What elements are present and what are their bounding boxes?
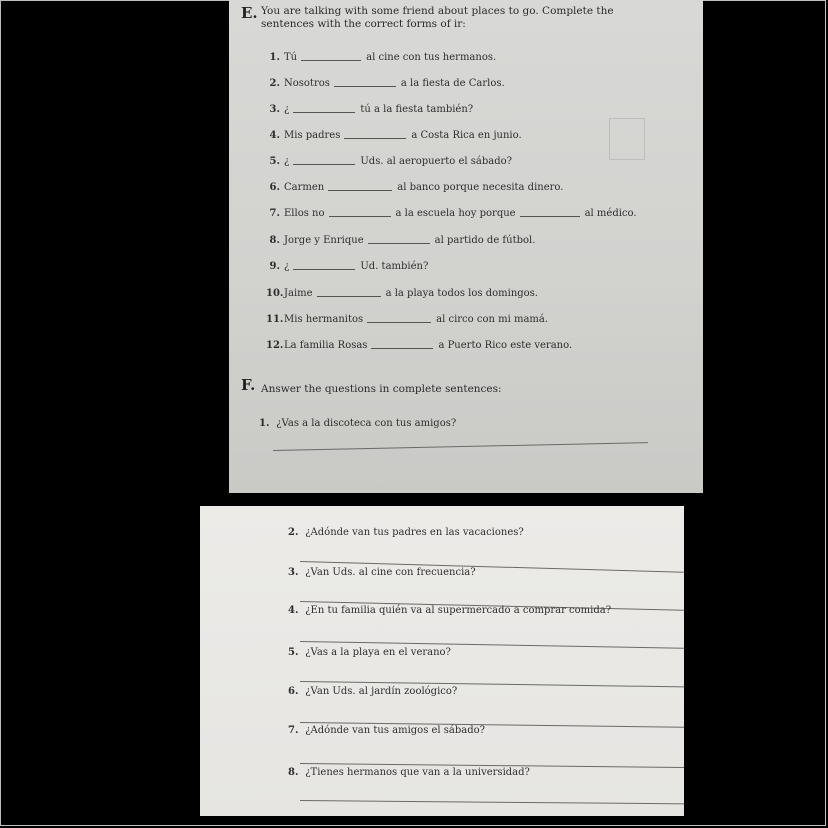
question-number: 6. [288,686,299,697]
item-text-before: Carmen [284,182,325,193]
question-text: ¿Adónde van tus padres en las vacaciones? [305,527,524,538]
exercise-item [266,130,522,141]
item-text-after: a la escuela hoy porque [395,208,516,219]
exercise-item [266,104,473,115]
item-text-before: Mis hermanitos [284,314,364,325]
question-text: ¿En tu familia quién va al supermercado a comprar comida? [305,605,612,616]
question-number: 8. [288,767,299,778]
question-item [288,567,476,578]
item-number: 3. [269,104,280,115]
item-number: 4. [269,130,280,141]
item-text-before: Mis padres [284,130,341,141]
answer-blank[interactable] [317,295,381,297]
item-text-after: Ud. también? [360,261,429,272]
answer-blank[interactable] [329,215,391,217]
question-number: 5. [288,647,299,658]
question-number: 4. [288,605,299,616]
section-f-instructions: Answer the questions in complete sentences: [261,383,502,395]
question-text: ¿Vas a la discoteca con tus amigos? [276,418,457,429]
exercise-item [266,156,512,167]
question-item [259,418,456,429]
answer-blank[interactable] [334,85,396,87]
answer-line[interactable] [300,800,684,804]
answer-blank[interactable] [293,268,355,270]
item-text-before: Jaime [284,288,313,299]
question-text: ¿Tienes hermanos que van a la universidad? [305,767,530,778]
item-text-after-2: al médico. [584,208,637,219]
question-item [288,725,485,736]
section-e-letter: E. [241,4,258,22]
question-text: ¿Vas a la playa en el verano? [305,647,451,658]
item-number: 5. [269,156,280,167]
item-number: 8. [269,235,280,246]
item-number: 9. [269,261,280,272]
item-text-before: Nosotros [284,78,330,89]
background-illustration [609,118,645,160]
item-number: 7. [269,208,280,219]
section-f-letter: F. [241,376,256,394]
answer-blank[interactable] [368,242,430,244]
item-text-after: al partido de fútbol. [434,235,536,246]
answer-blank[interactable] [301,59,361,61]
item-number: 12. [266,340,284,351]
exercise-item [266,340,572,351]
exercise-item [266,52,496,63]
exercise-item [266,208,637,219]
item-text-after: a Puerto Rico este verano. [438,340,573,351]
worksheet-photo-top [229,0,703,493]
item-text-after: a la playa todos los domingos. [385,288,538,299]
question-number: 7. [288,725,299,736]
answer-blank[interactable] [371,347,433,349]
question-item [288,686,457,697]
item-text-after: al circo con mi mamá. [436,314,549,325]
question-text: ¿Van Uds. al cine con frecuencia? [305,567,476,578]
item-text-before: ¿ [284,261,290,272]
answer-blank-2[interactable] [520,215,580,217]
item-number: 11. [266,314,284,325]
item-text-before: ¿ [284,156,290,167]
question-text: ¿Adónde van tus amigos el sábado? [305,725,486,736]
question-number: 3. [288,567,299,578]
item-number: 1. [269,52,280,63]
question-item [288,527,524,538]
item-number: 2. [269,78,280,89]
answer-blank[interactable] [293,163,355,165]
item-text-before: La familia Rosas [284,340,368,351]
answer-line[interactable] [273,442,648,451]
item-text-after: al cine con tus hermanos. [366,52,497,63]
item-text-after: a la fiesta de Carlos. [400,78,505,89]
question-item [288,605,611,616]
item-text-after: Uds. al aeropuerto el sábado? [360,156,513,167]
answer-blank[interactable] [328,189,392,191]
item-text-before: Ellos no [284,208,325,219]
item-number: 10. [266,288,284,299]
section-e-instructions: You are talking with some friend about places to go. Complete the sentences with the correct forms of ir: [261,5,614,30]
question-item [288,767,530,778]
item-text-after: al banco porque necesita dinero. [397,182,564,193]
item-number: 6. [269,182,280,193]
question-text: ¿Van Uds. al jardín zoológico? [305,686,458,697]
question-number: 2. [288,527,299,538]
exercise-item [266,182,563,193]
question-number: 1. [259,418,270,429]
exercise-item [266,235,535,246]
answer-blank[interactable] [367,321,431,323]
item-text-after: a Costa Rica en junio. [411,130,522,141]
exercise-item [266,78,505,89]
item-text-after: tú a la fiesta también? [360,104,474,115]
question-item [288,647,451,658]
answer-blank[interactable] [293,111,355,113]
worksheet-photo-bottom [200,506,684,816]
item-text-before: Tú [284,52,298,63]
answer-blank[interactable] [344,137,406,139]
exercise-item [266,288,538,299]
exercise-item [266,261,428,272]
item-text-before: Jorge y Enrique [284,235,364,246]
exercise-item [266,314,548,325]
item-text-before: ¿ [284,104,290,115]
